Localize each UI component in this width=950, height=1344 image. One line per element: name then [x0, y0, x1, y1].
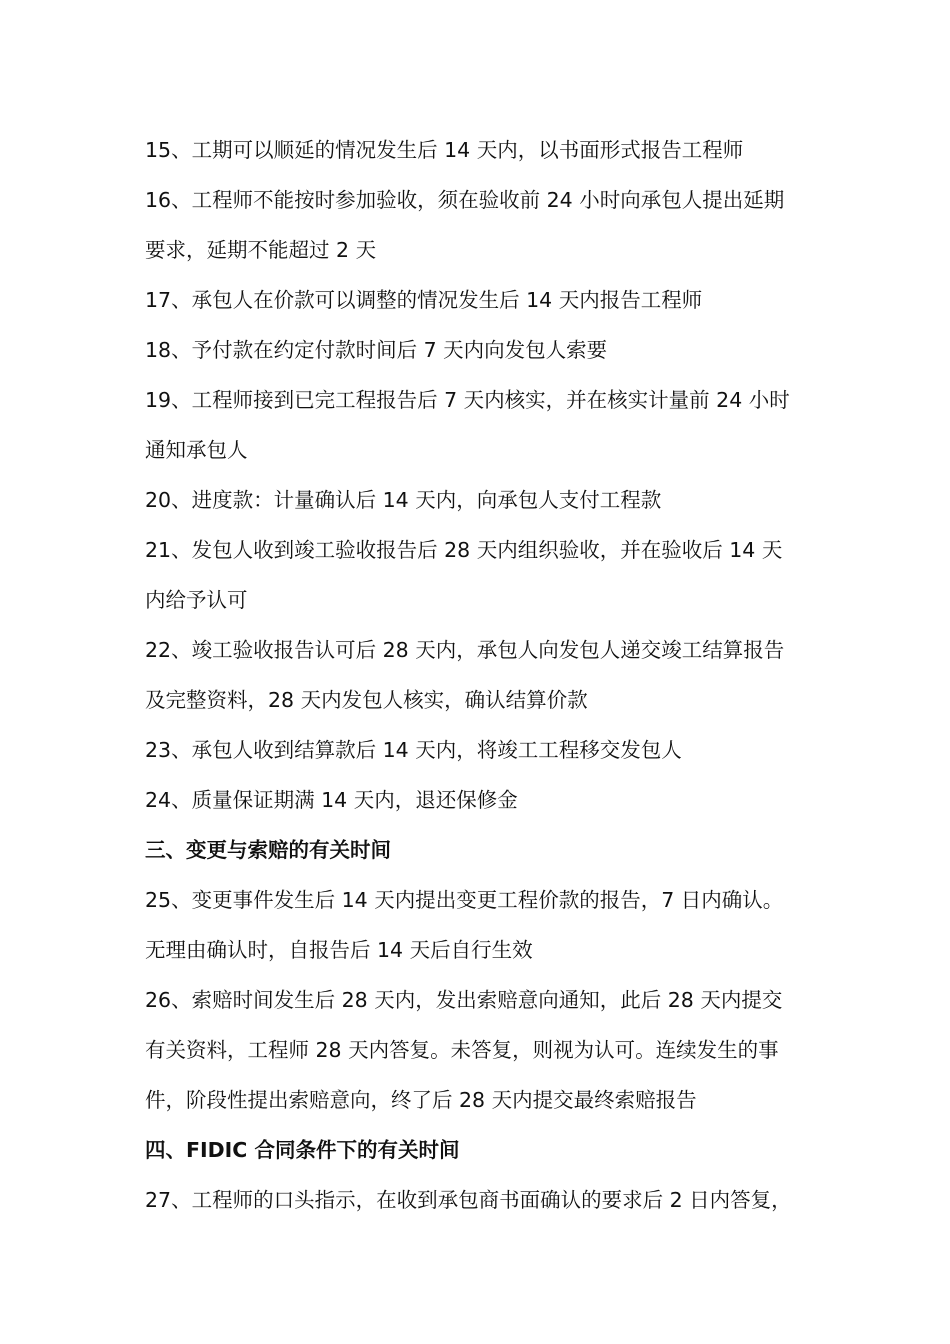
text-line: 22、竣工验收报告认可后 28 天内，承包人向发包人递交竣工结算报告: [145, 638, 785, 662]
text-line: 及完整资料，28 天内发包人核实，确认结算价款: [145, 688, 588, 712]
section-heading: 三、变更与索赔的有关时间: [145, 838, 391, 862]
text-line: 要求，延期不能超过 2 天: [145, 238, 377, 262]
text-line: 内给予认可: [145, 588, 248, 612]
text-line: 通知承包人: [145, 438, 248, 462]
section-heading: 四、FIDIC 合同条件下的有关时间: [145, 1138, 460, 1162]
text-line: 24、质量保证期满 14 天内，退还保修金: [145, 788, 518, 812]
text-line: 件，阶段性提出索赔意向，终了后 28 天内提交最终索赔报告: [145, 1088, 697, 1112]
document-page: [145, 125, 865, 1225]
text-line: 21、发包人收到竣工验收报告后 28 天内组织验收，并在验收后 14 天: [145, 538, 783, 562]
text-line: 20、进度款：计量确认后 14 天内，向承包人支付工程款: [145, 488, 662, 512]
text-line: 无理由确认时，自报告后 14 天后自行生效: [145, 938, 533, 962]
text-line: 26、索赔时间发生后 28 天内，发出索赔意向通知，此后 28 天内提交: [145, 988, 783, 1012]
text-line: 25、变更事件发生后 14 天内提出变更工程价款的报告，7 日内确认。: [145, 888, 784, 912]
text-line: 18、予付款在约定付款时间后 7 天内向发包人索要: [145, 338, 608, 362]
text-line: 19、工程师接到已完工程报告后 7 天内核实，并在核实计量前 24 小时: [145, 388, 790, 412]
text-line: 15、工期可以顺延的情况发生后 14 天内，以书面形式报告工程师: [145, 138, 744, 162]
text-line: 27、工程师的口头指示，在收到承包商书面确认的要求后 2 日内答复，: [145, 1188, 792, 1212]
text-line: 17、承包人在价款可以调整的情况发生后 14 天内报告工程师: [145, 288, 703, 312]
text-line: 有关资料，工程师 28 天内答复。未答复，则视为认可。连续发生的事: [145, 1038, 779, 1062]
text-line: 23、承包人收到结算款后 14 天内，将竣工工程移交发包人: [145, 738, 682, 762]
text-line: 16、工程师不能按时参加验收，须在验收前 24 小时向承包人提出延期: [145, 188, 785, 212]
